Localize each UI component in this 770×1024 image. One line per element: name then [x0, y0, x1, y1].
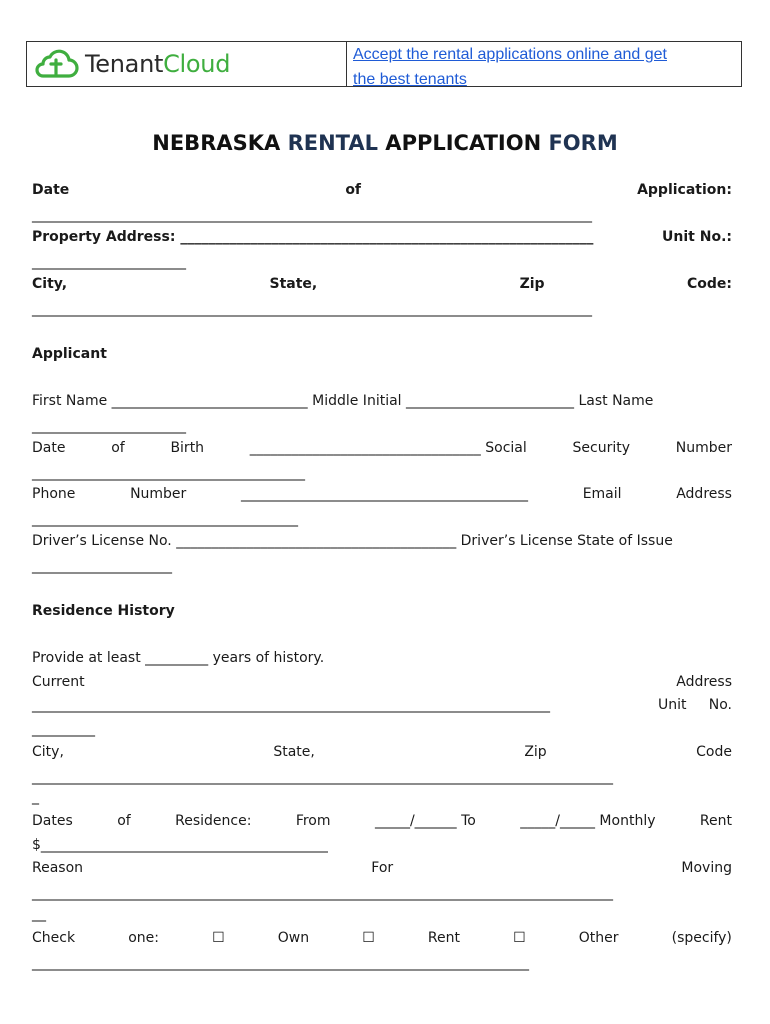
dates-row	[32, 813, 732, 829]
promo-link-line1[interactable]: Accept the rental applications online and get	[353, 46, 667, 63]
to-date-field[interactable]: _____/_____ Monthly	[520, 813, 656, 829]
dates-word: Dates	[32, 813, 73, 829]
res-unit-field[interactable]: _________	[32, 721, 95, 737]
specify-field[interactable]: _______________________________________________________________________	[32, 955, 529, 971]
last-name-field[interactable]: ______________________	[32, 418, 186, 434]
address-word-res: Address	[676, 674, 732, 690]
property-address-field[interactable]: Property Address: ___________________________________________________________	[32, 229, 594, 245]
res-city-field[interactable]: ___________________________________________________________________________________	[32, 769, 613, 785]
rent-checkbox[interactable]: ☐	[362, 930, 375, 946]
dates-of-word: of	[117, 813, 131, 829]
current-address-field-row	[32, 697, 732, 713]
from-word: From	[295, 813, 331, 829]
one-word: one:	[128, 930, 159, 946]
reason-field-tail: __	[32, 906, 46, 922]
from-date-field[interactable]: _____/______ To	[374, 813, 476, 829]
name-row[interactable]	[32, 393, 732, 409]
unit-label: Unit No.:	[662, 229, 732, 245]
rent-label: Rent	[427, 930, 460, 946]
code-label: Code:	[686, 276, 732, 292]
date-field[interactable]: ________________________________________________________________________________	[32, 207, 592, 223]
years-of-history-field[interactable]: Provide at least _________ years of history.	[32, 650, 325, 666]
res-code-label: Code	[696, 744, 732, 760]
dob-word-date: Date	[32, 440, 66, 456]
license-row[interactable]	[32, 533, 732, 549]
phone-row	[32, 486, 732, 502]
phone-number-word: Number	[130, 486, 187, 502]
logo-text	[85, 50, 230, 78]
other-label: Other	[578, 930, 619, 946]
own-checkbox[interactable]: ☐	[212, 930, 225, 946]
residence-word: Residence:	[175, 813, 252, 829]
city-state-zip-row	[32, 276, 732, 292]
dob-word-birth: Birth	[170, 440, 205, 456]
city-label: City,	[32, 276, 68, 292]
state-label: State,	[269, 276, 318, 292]
title-part2: RENTAL	[287, 131, 378, 155]
promo-link-line2[interactable]: the best tenants	[353, 71, 467, 88]
tenantcloud-logo[interactable]	[27, 42, 347, 86]
zip-label: Zip	[519, 276, 545, 292]
application-label: Application:	[637, 182, 732, 198]
license-state-field[interactable]: ____________________	[32, 558, 172, 574]
rent-word: Rent	[699, 813, 732, 829]
moving-word: Moving	[681, 860, 732, 876]
dob-field[interactable]: _________________________________ Social	[249, 440, 527, 456]
license-fields[interactable]: Driver’s License No. ________________________________________ Driver’s License State of Issue	[32, 533, 673, 549]
form-title	[0, 131, 770, 155]
reason-row	[32, 860, 732, 876]
header-table	[26, 41, 742, 87]
phone-field[interactable]: _________________________________________	[241, 486, 528, 502]
email-field[interactable]: ______________________________________	[32, 511, 298, 527]
other-checkbox[interactable]: ☐	[513, 930, 526, 946]
name-fields[interactable]: First Name ____________________________ Middle Initial ________________________ Last Name	[32, 393, 654, 409]
title-part3: APPLICATION	[378, 131, 549, 155]
property-address-row	[32, 229, 732, 245]
current-address-field[interactable]: __________________________________________________________________________	[32, 697, 550, 713]
cloud-logo-icon	[33, 48, 79, 80]
promo-link[interactable]	[347, 42, 741, 86]
dob-row	[32, 440, 732, 456]
phone-word: Phone	[32, 486, 76, 502]
reason-word: Reason	[32, 860, 84, 876]
res-unit-label: Unit No.	[658, 697, 732, 713]
monthly-rent-field[interactable]: $_________________________________________	[32, 837, 328, 853]
residence-heading: Residence History	[32, 603, 175, 619]
title-part1: NEBRASKA	[152, 131, 288, 155]
dob-word-of: of	[111, 440, 125, 456]
res-city-row	[32, 744, 732, 760]
res-city-label: City,	[32, 744, 64, 760]
current-word: Current	[32, 674, 85, 690]
logo-suffix: Cloud	[163, 50, 231, 78]
reason-field[interactable]: ___________________________________________________________________________________	[32, 885, 613, 901]
logo-prefix: Tenant	[85, 50, 164, 78]
check-word: Check	[32, 930, 76, 946]
specify-label: (specify)	[671, 930, 732, 946]
own-label: Own	[277, 930, 310, 946]
address-word: Address	[676, 486, 732, 502]
applicant-heading: Applicant	[32, 346, 107, 362]
res-state-label: State,	[273, 744, 315, 760]
date-of-application-row	[32, 182, 732, 198]
title-part4: FORM	[548, 131, 618, 155]
of-label: of	[345, 182, 362, 198]
res-city-field-tail: _	[32, 789, 39, 805]
city-field[interactable]: ________________________________________________________________________________	[32, 301, 592, 317]
number-word: Number	[675, 440, 732, 456]
res-zip-label: Zip	[524, 744, 547, 760]
date-label: Date	[32, 182, 70, 198]
for-word: For	[371, 860, 394, 876]
ssn-field[interactable]: _______________________________________	[32, 465, 305, 481]
email-word: Email	[582, 486, 622, 502]
unit-field[interactable]: ______________________	[32, 254, 186, 270]
current-address-row	[32, 674, 732, 690]
security-word: Security	[572, 440, 630, 456]
check-one-row	[32, 930, 732, 946]
